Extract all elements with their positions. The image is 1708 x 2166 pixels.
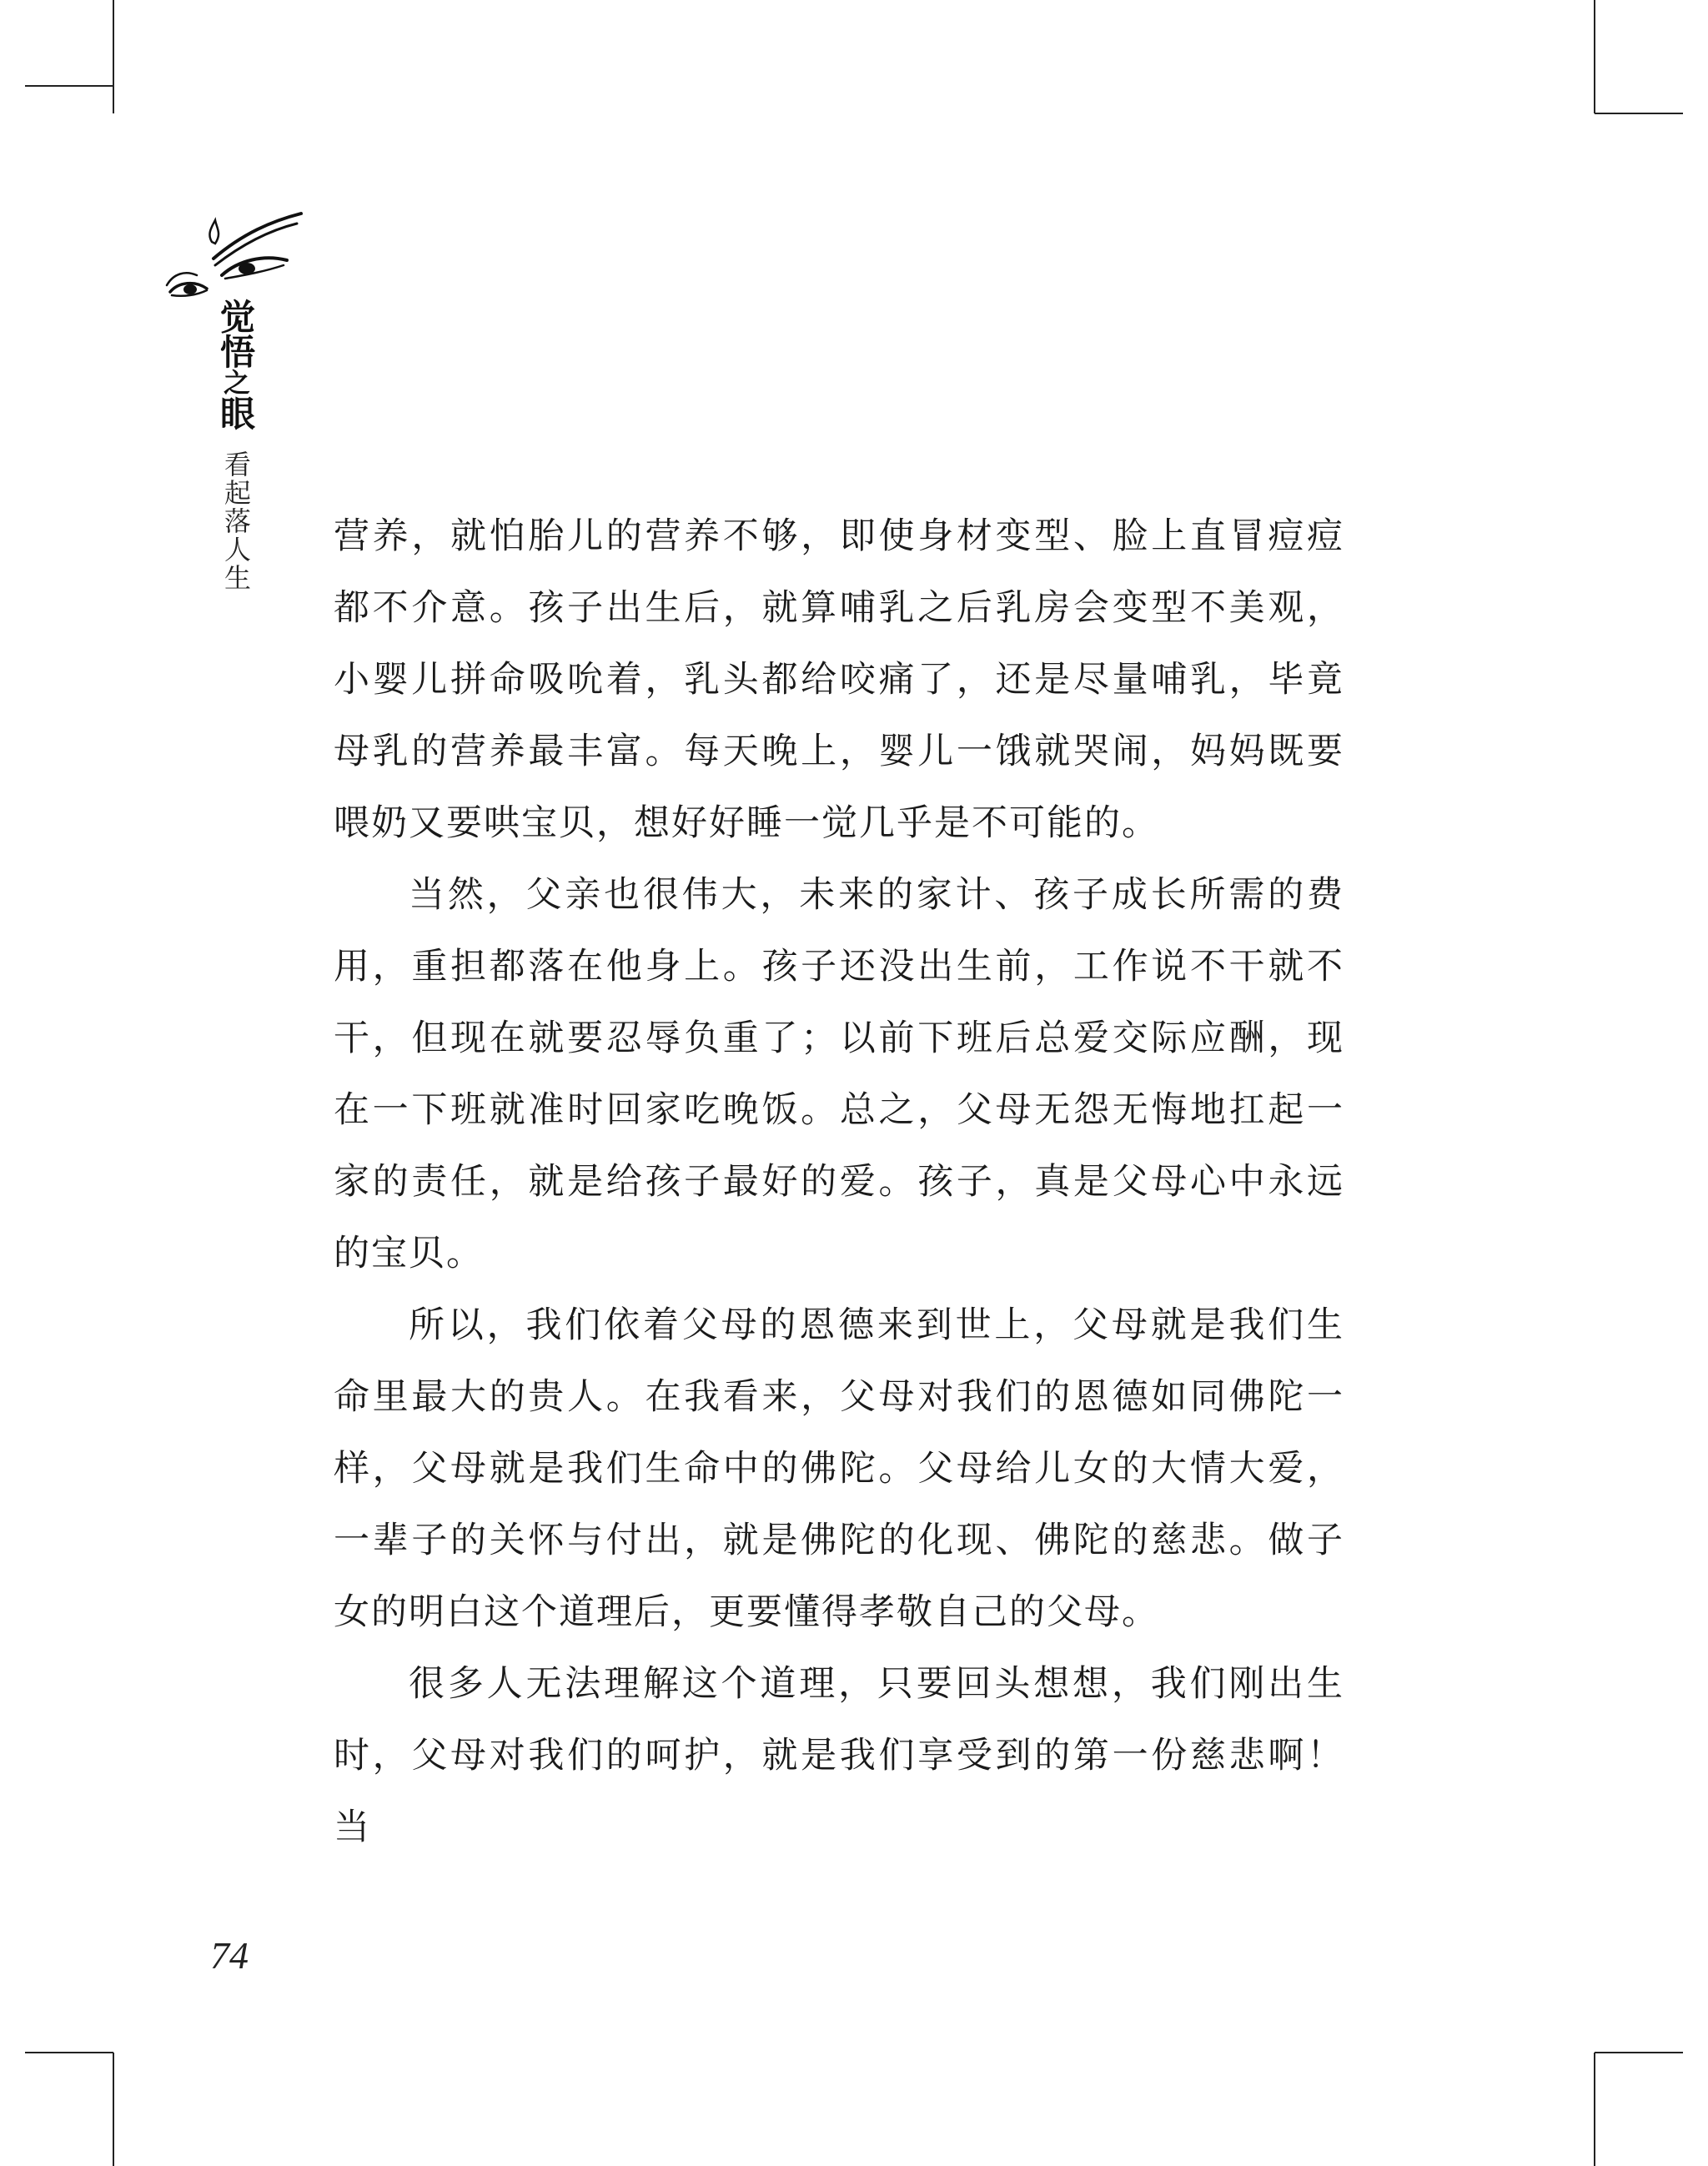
paragraph-3: 所以，我们依着父母的恩德来到世上，父母就是我们生命里最大的贵人。在我看来，父母对我们的恩德如同佛陀一样，父母就是我们生命中的佛陀。父母给儿女的大情大爱，一辈子的关怀与付出，就是佛陀的化现、佛陀的慈悲。做子女的明白这个道理后，更要懂得孝敬自己的父母。 — [334, 1304, 1344, 1633]
page-number: 74 — [210, 1934, 249, 1977]
paragraph-4: 很多人无法理解这个道理，只要回头想想，我们刚出生时，父母对我们的呵护，就是我们享受到的第一份慈悲啊！当 — [334, 1663, 1344, 1848]
series-title — [215, 299, 255, 430]
body-text — [334, 500, 1344, 1863]
buddha-eyes-icon — [163, 209, 305, 309]
paragraph-1: 营养，就怕胎儿的营养不够，即使身材变型、脸上直冒痘痘都不介意。孩子出生后，就算哺乳之后乳房会变型不美观，小婴儿拼命吸吮着，乳头都给咬痛了，还是尽量哺乳，毕竟母乳的营养最丰富。每天晚上，婴儿一饿就哭闹，妈妈既要喂奶又要哄宝贝，想好好睡一觉几乎是不可能的。 — [334, 515, 1344, 844]
series-title-end: 眼 — [215, 395, 256, 430]
series-title-main: 觉悟 — [215, 299, 256, 369]
series-title-small: 之 — [219, 369, 251, 395]
paragraph-2: 当然，父亲也很伟大，未来的家计、孩子成长所需的费用，重担都落在他身上。孩子还没出生前，工作说不干就不干，但现在就要忍辱负重了；以前下班后总爱交际应酬，现在一下班就准时回家吃晚饭。总之，父母无怨无悔地扛起一家的责任，就是给孩子最好的爱。孩子，真是父母心中永远的宝贝。 — [334, 874, 1344, 1274]
series-subtitle: 看起落人生 — [220, 450, 252, 592]
